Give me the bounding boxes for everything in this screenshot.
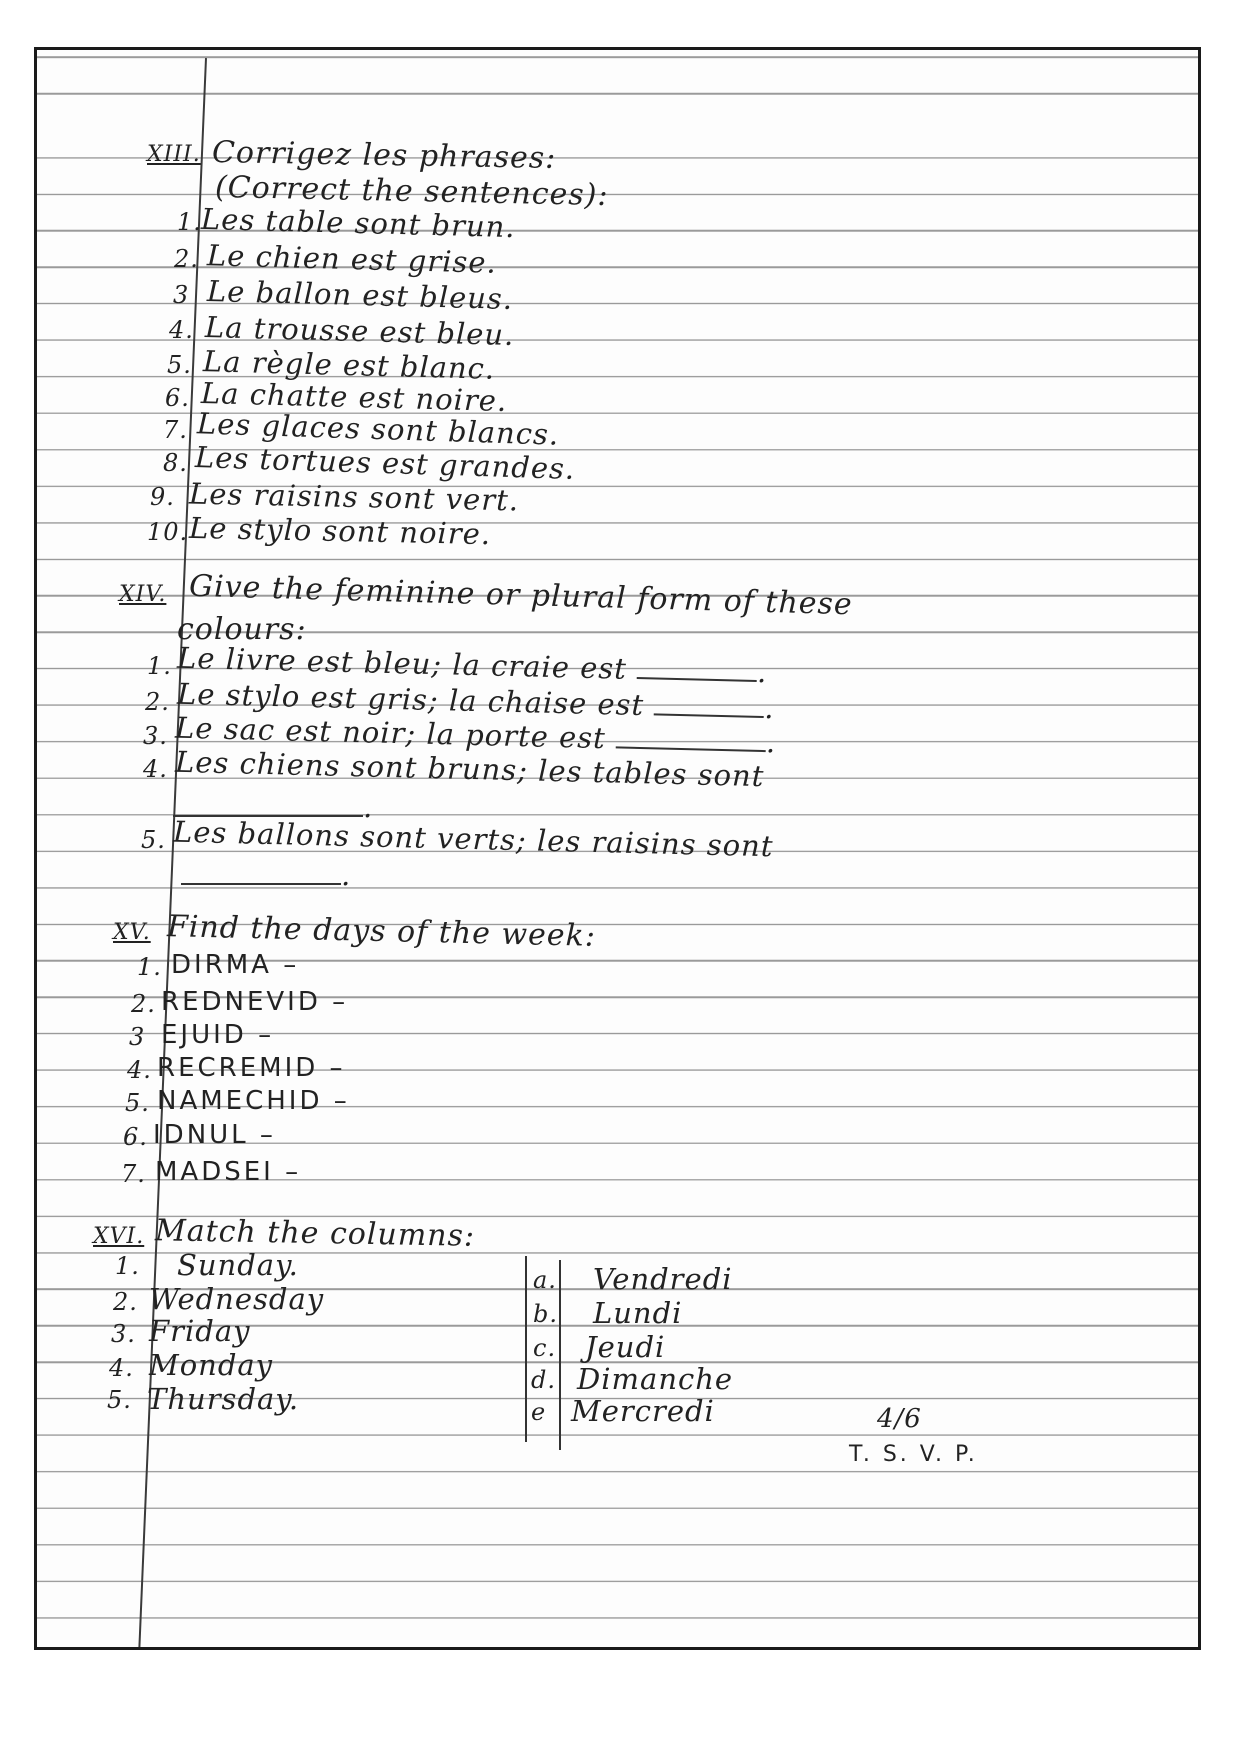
s14-item: Le sac est noir; la porte est . [174,710,777,760]
tsvp-note: T. S. V. P. [849,1442,978,1467]
s14-item-text: Les chiens sont bruns; les tables sont [174,744,765,794]
s14-item-num: 5. [141,826,166,854]
s16-left-item: Monday [149,1348,274,1382]
s13-item-num: 5. [167,351,192,379]
s16-right-item: Jeudi [585,1330,666,1364]
s15-item-num: 4. [127,1056,152,1084]
s13-item: La règle est blanc. [202,344,496,386]
s13-item-num: 7. [163,416,188,444]
s14-item-num: 4. [143,755,168,783]
s15-item-num: 3 [129,1023,146,1051]
s14-item-num: 3. [143,722,168,750]
s16-left-num: 2. [113,1288,138,1316]
s14-item [173,815,774,864]
s15-item-num: 6. [123,1123,148,1151]
s14-item-text: Le livre est bleu; la craie est [176,640,628,686]
s13-item-num: 10. [147,518,189,546]
s14-item-4-blank-line: . [173,790,373,824]
section-14-title: Give the feminine or plural form of these [188,568,854,623]
s13-item: Les table sont brun. [200,201,516,245]
s14-item-text: Le sac est noir; la porte est [174,710,607,756]
s14-item-num: 1. [147,652,172,680]
s13-item: Le chien est grise. [206,238,498,280]
s13-item: Les glaces sont blancs. [196,406,560,452]
s15-item: NAMECHID – [157,1086,350,1116]
s15-item: RECREMID – [157,1053,346,1083]
section-16-numeral: XVI. [93,1224,145,1249]
s14-item: Le livre est bleu; la craie est . [176,640,768,690]
s16-left-num: 4. [109,1354,134,1382]
column-divider [559,1260,561,1450]
answer-blank[interactable] [654,689,765,718]
section-15-title: Find the days of the week: [166,909,597,954]
s13-item-num: 8. [163,449,188,477]
s14-item-num: 2. [145,688,170,716]
s13-item-num: 6. [165,384,190,412]
s14-item-text: Les ballons sont verts; les raisins sont [172,814,774,864]
s16-left-item: Friday [149,1314,251,1348]
section-15-numeral: XV. [113,920,151,945]
s15-item: REDNEVID – [161,987,349,1017]
s15-item-num: 1. [137,953,162,981]
answer-blank[interactable] [616,722,767,752]
s16-right-item: Dimanche [577,1362,734,1396]
s13-item: Les tortues est grandes. [194,440,576,486]
s16-left-num: 3. [111,1320,136,1348]
section-14-numeral: XIV. [119,582,167,607]
s16-left-num: 1. [115,1252,140,1280]
s16-right-letter: e [531,1398,547,1426]
s15-item-num: 5. [125,1089,150,1117]
s13-item-num: 9. [150,483,175,511]
s16-left-num: 5. [107,1386,132,1414]
s13-item: Les raisins sont vert. [188,476,520,518]
s13-item: La trousse est bleu. [204,309,515,353]
column-divider [525,1256,527,1442]
s13-item-num: 1. [177,208,202,236]
s16-right-item: Lundi [593,1296,683,1330]
s15-item-num: 2. [131,990,156,1018]
section-13-numeral: XIII. [147,142,201,167]
s15-item: IDNUL – [153,1120,276,1150]
section-13-subtitle: (Correct the sentences): [214,169,609,214]
page-number: 4/6 [877,1404,922,1434]
answer-blank[interactable] [173,791,363,817]
notebook-page [34,47,1201,1650]
section-16-title: Match the columns: [154,1213,476,1254]
s16-left-item: Thursday. [147,1382,300,1416]
section-14-title-2: colours: [177,612,307,647]
s16-right-letter: a. [533,1266,557,1294]
s13-item: La chatte est noire. [200,375,508,419]
section-13-title: Corrigez les phrases: [211,134,557,177]
s13-item: Le stylo sont noire. [188,510,492,552]
s13-item-num: 4. [169,316,194,344]
s15-item: MADSEI – [155,1157,302,1187]
s16-right-item: Vendredi [593,1262,733,1296]
s16-right-letter: c. [533,1334,557,1362]
s16-right-letter: d. [531,1366,556,1394]
s13-item: Le ballon est bleus. [206,273,514,317]
s16-left-item: Sunday. [177,1248,299,1282]
s14-item-text: Le stylo est gris; la chaise est [176,676,645,723]
answer-blank[interactable] [637,653,758,682]
s16-left-item: Wednesday [149,1282,325,1316]
s16-right-letter: b. [533,1300,558,1328]
s15-item: EJUID – [161,1020,275,1050]
s15-item: DIRMA – [171,950,300,980]
s14-item-5-blank-line: . [181,858,351,892]
s13-item-num: 3 [173,281,190,309]
s14-item: Le stylo est gris; la chaise est . [176,676,775,726]
s15-item-num: 7. [121,1160,146,1188]
s16-right-item: Mercredi [571,1394,715,1428]
s13-item-num: 2. [174,245,199,273]
answer-blank[interactable] [181,859,341,885]
